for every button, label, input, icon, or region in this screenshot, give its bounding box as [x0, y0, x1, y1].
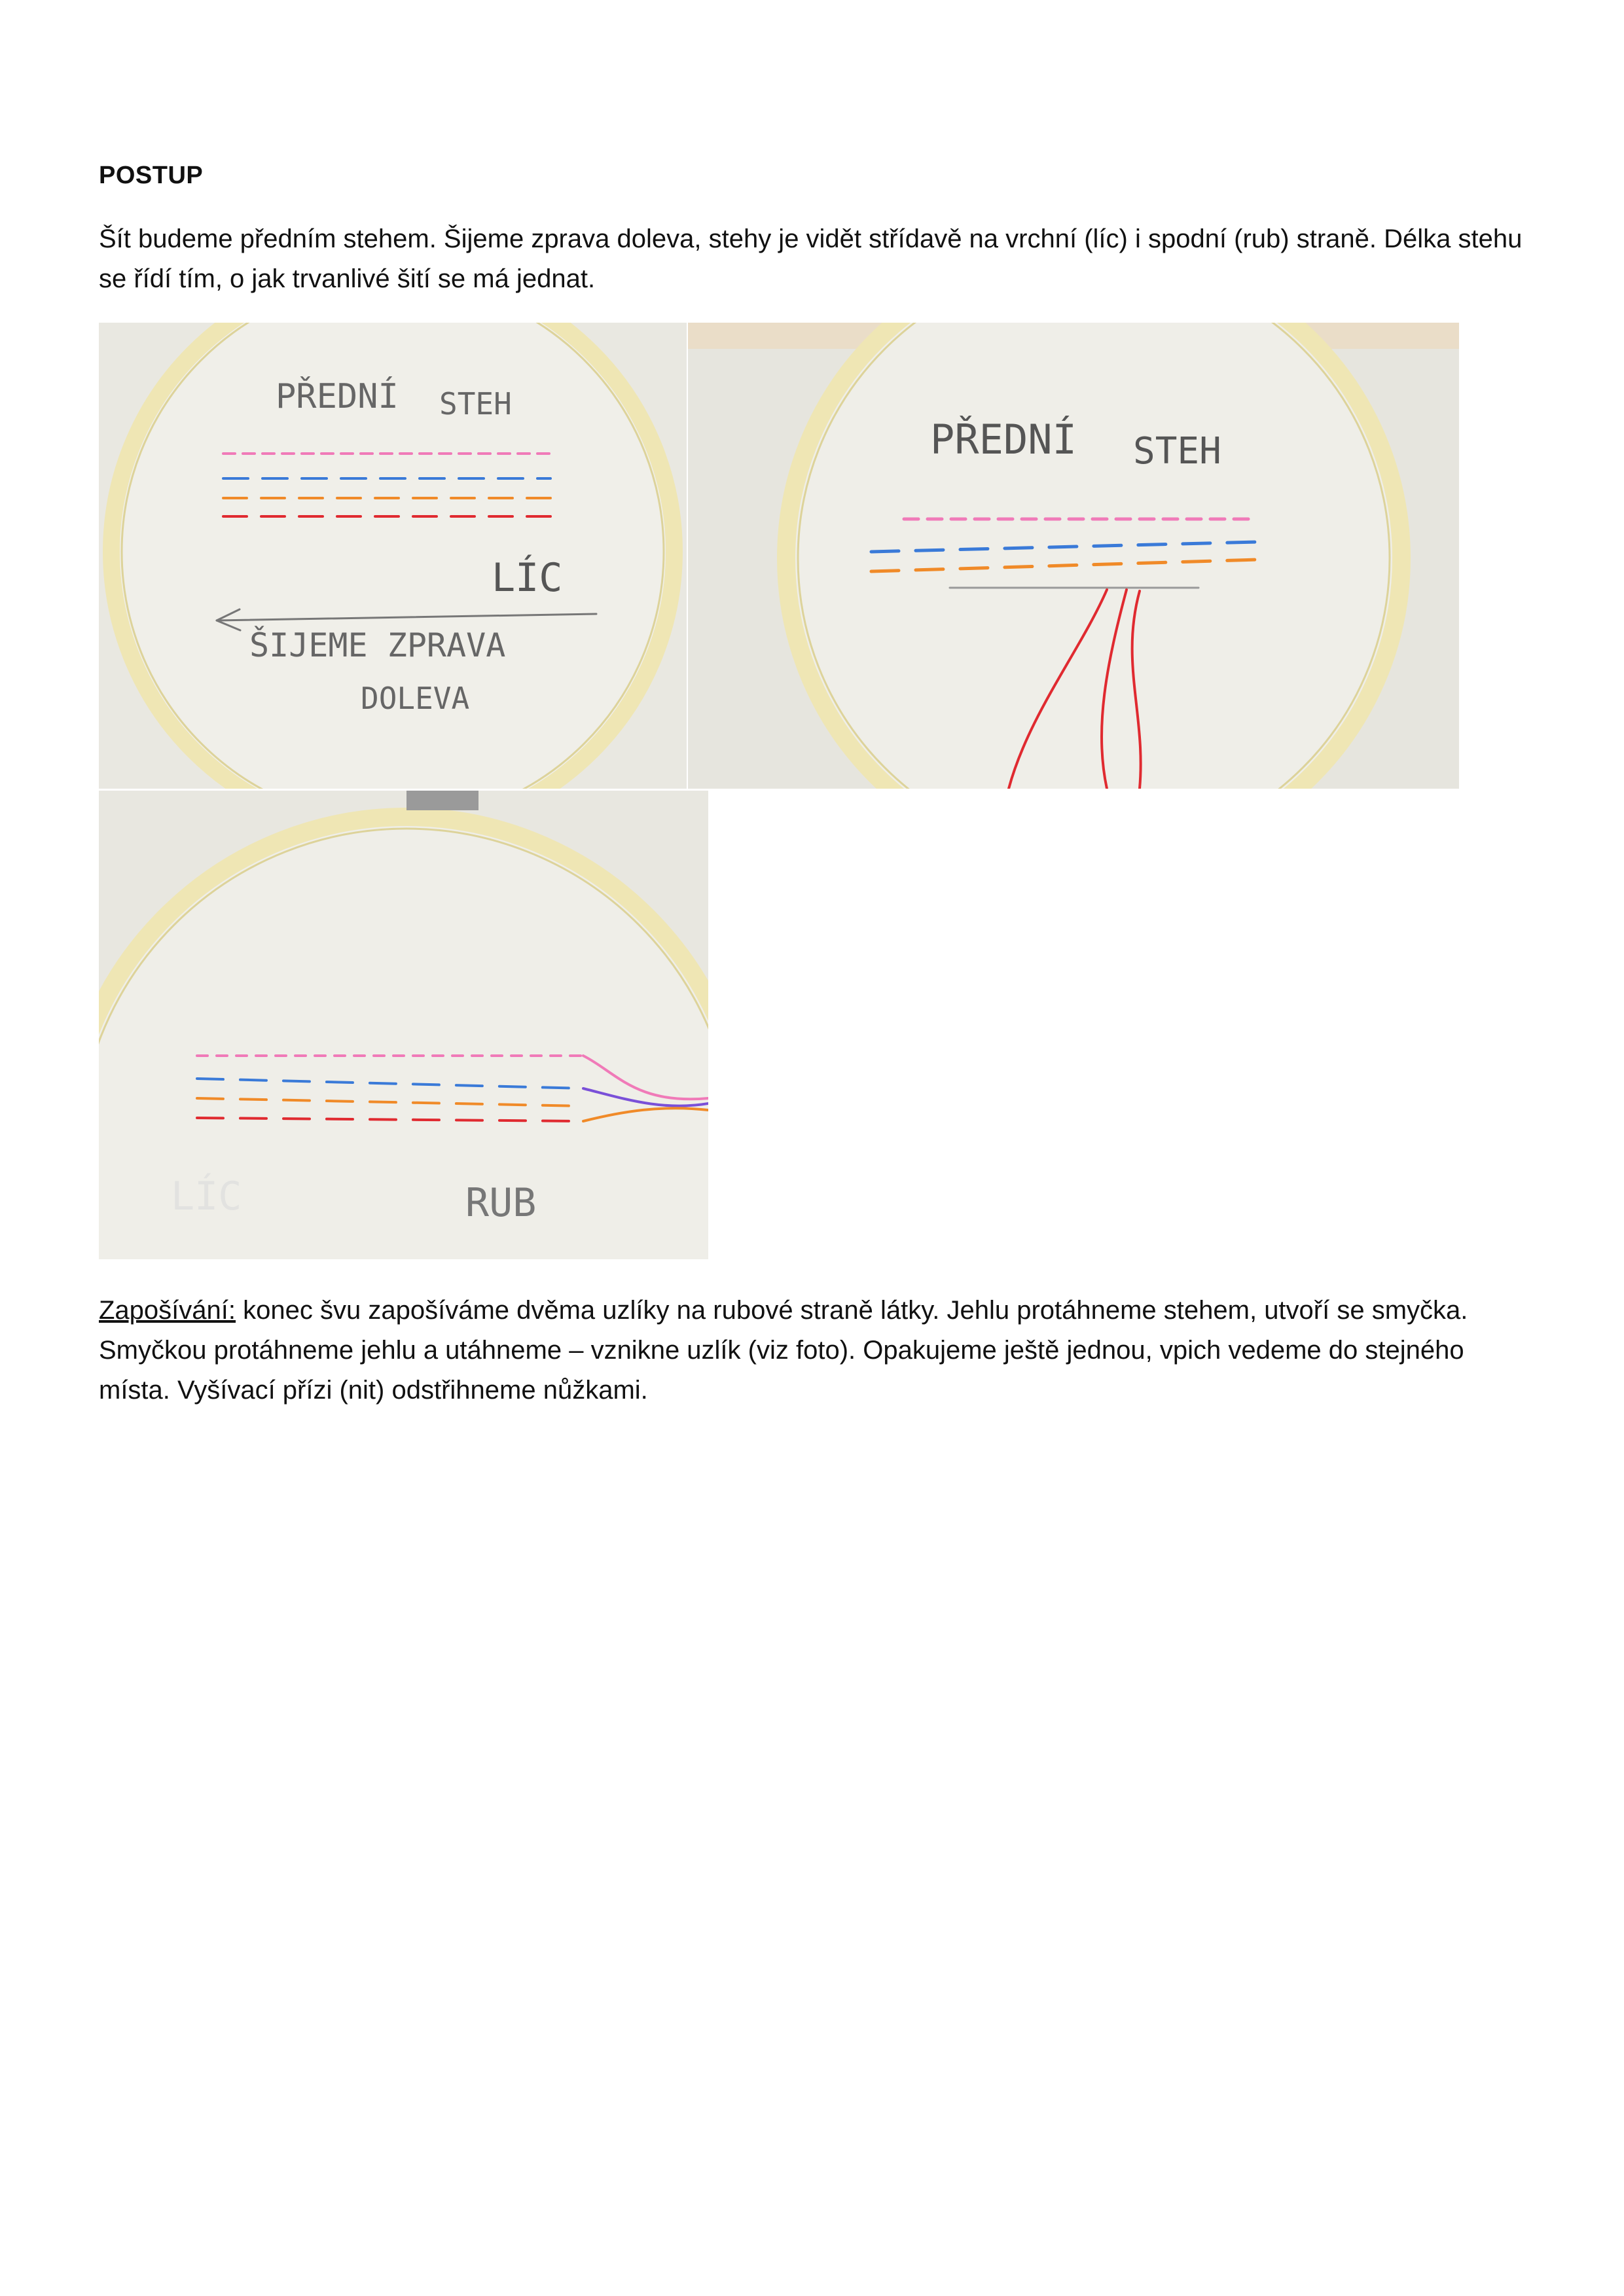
finishing-paragraph [99, 1291, 1532, 1410]
photo-front-stitch-face [99, 323, 687, 789]
photo1-label-predni: PŘEDNÍ [276, 377, 399, 416]
finishing-term: Zapošívání: [99, 1296, 236, 1325]
photo-back-side [99, 791, 708, 1259]
photo3-label-lic: LÍC [171, 1174, 242, 1219]
photo2-label-predni: PŘEDNÍ [930, 416, 1077, 463]
section-heading: POSTUP [99, 162, 204, 189]
embroidery-hoop [786, 323, 1401, 789]
photo2-label-steh: STEH [1133, 430, 1221, 473]
photo1-label-doleva: DOLEVA [361, 681, 470, 716]
photo1-label-lic: LÍC [492, 555, 563, 601]
photo-front-stitch-needle [688, 323, 1459, 789]
intro-paragraph: Šít budeme předním stehem. Šijeme zprava doleva, stehy je vidět střídavě na vrchní (líc) i spodní (rub) straně. Délka stehu se řídí tím, o jak trvanlivé šití se má jednat. [99, 224, 1523, 293]
photo1-label-steh: STEH [439, 386, 512, 422]
photo3-label-rub: RUB [465, 1180, 537, 1226]
finishing-text: konec švu zapošíváme dvěma uzlíky na rubové straně látky. Jehlu protáhneme stehem, utvoří se smyčka. Smyčkou protáhneme jehlu a utáhneme – vznikne uzlík (viz foto). Opakujeme ještě jednou, vpich vedeme do stejného místa. Vyšívací přízi (nit) odstřihneme nůžkami. [99, 1296, 1468, 1405]
hoop-screw [406, 791, 478, 810]
photo1-label-sijeme: ŠIJEME ZPRAVA [249, 626, 506, 664]
